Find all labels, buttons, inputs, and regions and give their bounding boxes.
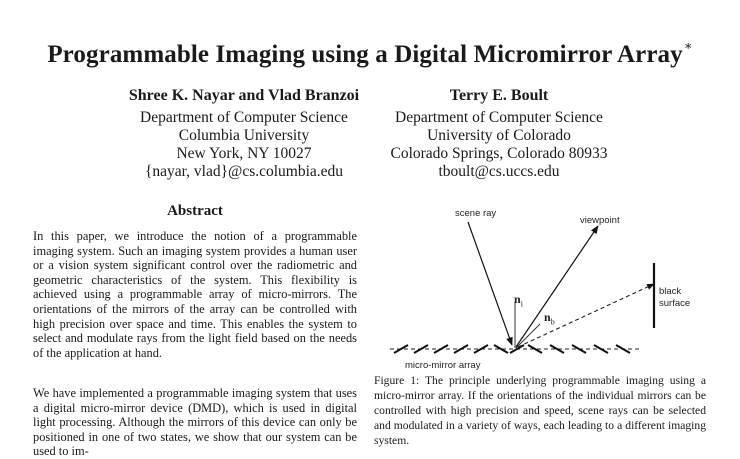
label-nb-symbol: n (544, 310, 551, 324)
author-email: tboult@cs.uccs.edu (438, 163, 560, 180)
label-black-surface-line1: black (659, 286, 682, 297)
figure-caption: Figure 1: The principle underlying programmable imaging using a micro-mirror array. If the orientations of the individual mirrors can be controlled with high precision and speed, scene rays can be selected and modulated in a variety of ways, each leading to a different imaging system. (374, 374, 706, 447)
author-department: Department of Computer Science (395, 109, 603, 126)
paper-title-text: Programmable Imaging using a Digital Micromirror Array (47, 41, 683, 68)
normal-nb-line (516, 324, 540, 348)
micro-mirror (434, 345, 448, 353)
scene-ray-arrow (468, 222, 512, 345)
micro-mirror (616, 345, 630, 353)
figure-diagram-svg (378, 200, 704, 372)
label-viewpoint: viewpoint (580, 215, 620, 226)
author-address: Colorado Springs, Colorado 80933 (390, 145, 608, 162)
discarded-ray-arrow (518, 284, 654, 347)
author-university: University of Colorado (427, 127, 571, 144)
author-email: {nayar, vlad}@cs.columbia.edu (144, 163, 344, 180)
author-name: Shree K. Nayar and Vlad Branzoi (128, 87, 360, 104)
label-normal-ni (514, 292, 523, 308)
label-ni-symbol: n (514, 292, 521, 306)
author-block-columbia (110, 86, 378, 181)
author-block-colorado (370, 86, 628, 181)
label-scene-ray: scene ray (455, 208, 497, 219)
title-footnote-mark: ∗ (683, 38, 693, 53)
author-university: Columbia University (178, 127, 310, 144)
body-paragraph: We have implemented a programmable imaging system that uses a digital micro-mirror device (DMD), which is used in digital light processing. Although the mirrors of this device can only be positioned in one of two states, we show that our system can be used to im- (33, 386, 357, 459)
label-black-surface (659, 286, 690, 310)
author-name: Terry E. Boult (449, 87, 549, 104)
author-department: Department of Computer Science (140, 109, 348, 126)
author-address: New York, NY 10027 (176, 145, 312, 162)
abstract-paragraph: In this paper, we introduce the notion of a programmable imaging system. Such an imaging system provides a human user or a vision system significant control over the radiometric and geometric characteristics of the system. This flexibility is achieved using a programmable array of micro-mirrors. The orientations of the mirrors of the array can be controlled with high precision over space and time. This enables the system to select and modulate rays from the light field based on the needs of the application at hand. (33, 229, 357, 360)
label-ni-subscript: i (520, 299, 523, 309)
label-micro-mirror-array: micro-mirror array (405, 360, 481, 371)
abstract-heading: Abstract (167, 203, 223, 219)
figure-micromirror-diagram (378, 200, 704, 372)
label-nb-subscript: b (550, 317, 555, 327)
label-normal-nb (544, 310, 555, 326)
paper-title (0, 38, 740, 69)
label-black-surface-line2: surface (659, 298, 691, 309)
